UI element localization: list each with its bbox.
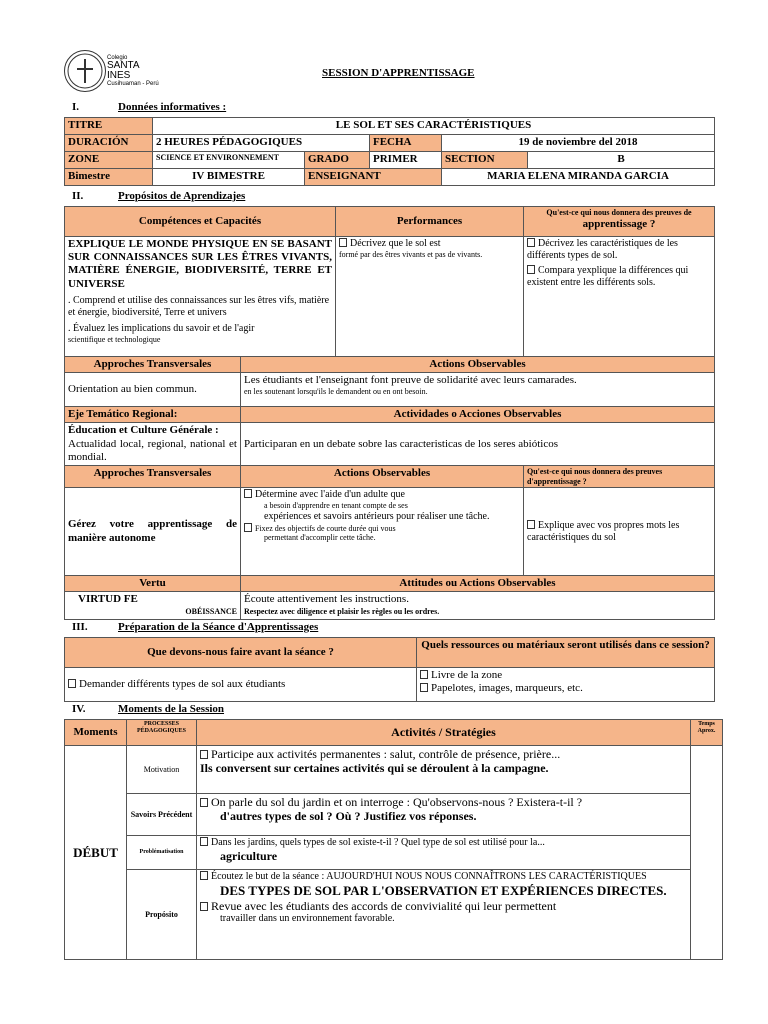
checkbox-icon bbox=[200, 837, 208, 846]
performance-item-cont: formé par des êtres vivants et pas de vivants. bbox=[339, 250, 483, 259]
activity-text: d'autres types de sol ? Où ? Justifiez vos réponses. bbox=[220, 809, 477, 824]
logo-line: INES bbox=[107, 70, 131, 81]
performances-header: Performances bbox=[336, 207, 524, 237]
activity-text: agriculture bbox=[220, 849, 278, 863]
activity-text: Ils conversent sur certaines activités qui se déroulent à la campagne. bbox=[200, 761, 549, 776]
grado-value: PRIMER bbox=[370, 152, 442, 169]
enseignant-label: ENSEIGNANT bbox=[305, 169, 442, 186]
activity-text: Écoutez le but de la séance : AUJOURD'HUI NOUS NOUS CONNAÎTRONS LES CARACTÉRISTIQUES bbox=[211, 871, 647, 882]
resource-item: Livre de la zone bbox=[431, 669, 503, 681]
evidence-cell bbox=[524, 237, 715, 357]
bimestre-value: IV BIMESTRE bbox=[153, 169, 305, 186]
fecha-value: 19 de noviembre del 2018 bbox=[442, 135, 715, 152]
proposito-activities bbox=[197, 870, 691, 960]
moments-table bbox=[64, 719, 723, 960]
section-title: Moments de la Session bbox=[118, 703, 225, 715]
activity-text: DES TYPES DE SOL PAR L'OBSERVATION ET EXPÉRIENCES DIRECTES. bbox=[220, 883, 667, 898]
checkbox-icon bbox=[68, 679, 76, 688]
motivation-activities bbox=[197, 746, 691, 794]
resources-header: Quels ressources ou matériaux seront utilisés dans ce session? bbox=[417, 638, 715, 668]
time-header: Temps Aprox. bbox=[691, 720, 723, 746]
checkbox-icon bbox=[420, 683, 428, 692]
process-savoirs: Savoirs Précédent bbox=[127, 794, 197, 836]
moments-header: Moments bbox=[65, 720, 127, 746]
duracion-value: 2 HEURES PÉDAGOGIQUES bbox=[153, 135, 370, 152]
zone-value: SCIENCE ET ENVIRONNEMENT bbox=[153, 152, 305, 169]
school-logo bbox=[64, 50, 106, 92]
checkbox-icon bbox=[244, 489, 252, 498]
prep-item: Demander différents types de sol aux étudiants bbox=[79, 677, 286, 690]
problematisation-activities bbox=[197, 836, 691, 870]
activity-text: Participe aux activités permanentes : salut, contrôle de présence, prière... bbox=[211, 747, 561, 761]
logo-line: Colegio bbox=[107, 55, 128, 61]
section-number: IV. bbox=[72, 703, 86, 715]
checkbox-icon bbox=[200, 871, 208, 880]
competences-cell bbox=[65, 237, 336, 357]
preuves-header: Qu'est-ce qui nous donnera des preuves d'apprentissage ? bbox=[524, 465, 715, 487]
debut-moment: DÉBUT bbox=[65, 746, 127, 960]
capacity-item-cont: scientifique et technologique bbox=[68, 334, 161, 344]
competences-header: Compétences et Capacités bbox=[65, 207, 336, 237]
vertu-value: OBÉISSANCE bbox=[185, 606, 237, 616]
activity-text: travailler dans un environnement favorable. bbox=[220, 912, 395, 924]
zone-label: ZONE bbox=[65, 152, 153, 169]
capacity-item: . Évaluez les implications du savoir et de l'agir bbox=[68, 322, 255, 334]
activities-header: Actividades o Acciones Observables bbox=[241, 407, 715, 423]
purpose-table bbox=[64, 206, 715, 620]
activity-text: Dans les jardins, quels types de sol existe-t-il ? Quel type de sol est utilisé pour la... bbox=[211, 837, 545, 848]
competence-main: EXPLIQUE LE MONDE PHYSIQUE EN SE BASANT SUR CONNAISSANCES SUR LES ÊTRES VIVANTS, MATIÈRE ÉNERGIE, BIODIVERSITÉ, TERRE ET UNIVERSE bbox=[68, 238, 332, 290]
eje-header: Eje Temático Regional: bbox=[65, 407, 241, 423]
processes-header: PROCESSES PÉDAGOGIQUES bbox=[127, 720, 197, 746]
titre-value: LE SOL ET SES CARACTÉRISTIQUES bbox=[153, 118, 715, 135]
evidence-item: Explique avec vos propres mots les caractéristiques du sol bbox=[527, 519, 680, 543]
activity-text: On parle du sol du jardin et on interroge : Qu'observons-nous ? Existera-t-il ? bbox=[211, 795, 583, 809]
preuves-header bbox=[524, 207, 715, 237]
logo-text bbox=[107, 55, 159, 87]
section-value: B bbox=[528, 152, 715, 169]
attitudes-cell bbox=[241, 592, 715, 620]
titre-label: TITRE bbox=[65, 118, 153, 135]
section-label: SECTION bbox=[442, 152, 528, 169]
section-number: I. bbox=[72, 101, 80, 113]
logo-line: Cusihuaman - Perú bbox=[107, 81, 159, 87]
process-proposito: Propósito bbox=[127, 870, 197, 960]
performances-cell bbox=[336, 237, 524, 357]
activities-header: Activités / Stratégies bbox=[197, 720, 691, 746]
time-cell bbox=[691, 746, 723, 960]
fecha-label: FECHA bbox=[370, 135, 442, 152]
section-number: III. bbox=[72, 621, 88, 633]
checkbox-icon bbox=[200, 798, 208, 807]
process-problematisation: Problématisation bbox=[127, 836, 197, 870]
actions-header: Actions Observables bbox=[241, 357, 715, 373]
attitude-text: Respectez avec diligence et plaisir les règles ou les ordres. bbox=[244, 606, 440, 616]
eje-cell bbox=[65, 423, 241, 466]
section-title: Données informatives : bbox=[118, 101, 227, 113]
action-text: permettant d'accomplir cette tâche. bbox=[264, 533, 376, 543]
vertu-value: VIRTUD FE bbox=[78, 593, 138, 606]
action-text: Détermine avec l'aide d'un adulte que bbox=[255, 489, 405, 501]
capacity-item: . Comprend et utilise des connaissances sur les êtres vifs, matière et énergie, biodiversité, Terre et univers bbox=[68, 294, 330, 318]
preuves-header-line: apprentissage ? bbox=[582, 217, 656, 230]
action-text: Les étudiants et l'enseignant font preuve de solidarité avec leurs camarades. bbox=[244, 374, 577, 387]
checkbox-icon bbox=[244, 523, 252, 532]
resource-item: Papelotes, images, marqueurs, etc. bbox=[431, 682, 583, 695]
page-title: SESSION D'APPRENTISSAGE bbox=[322, 67, 475, 79]
vertu-cell bbox=[65, 592, 241, 620]
checkbox-icon bbox=[420, 670, 428, 679]
checkbox-icon bbox=[200, 902, 208, 911]
savoirs-activities bbox=[197, 794, 691, 836]
logo-line: SANTA bbox=[107, 60, 140, 71]
duracion-label: DURACIÓN bbox=[65, 135, 153, 152]
actions-header: Actions Observables bbox=[241, 465, 524, 487]
checkbox-icon bbox=[527, 238, 535, 247]
prep-header: Que devons-nous faire avant la séance ? bbox=[65, 638, 417, 668]
preparation-table bbox=[64, 637, 715, 702]
evidence-cell bbox=[524, 488, 715, 576]
bimestre-label: Bimestre bbox=[65, 169, 153, 186]
checkbox-icon bbox=[527, 520, 535, 529]
checkbox-icon bbox=[527, 265, 535, 274]
actions-cell bbox=[241, 488, 524, 576]
attitudes-header: Attitudes ou Actions Observables bbox=[241, 576, 715, 592]
grado-label: GRADO bbox=[305, 152, 370, 169]
preuves-header-line: Qu'est-ce qui nous donnera des preuves de bbox=[546, 208, 692, 217]
action-text: expériences et savoirs antérieurs pour réaliser une tâche. bbox=[264, 510, 490, 522]
evidence-item: Décrivez les caractéristiques de les différents types de sol. bbox=[527, 238, 678, 261]
evidence-item: Compara yexplique la différences qui existent entre les différents sols. bbox=[527, 265, 689, 288]
info-table bbox=[64, 117, 715, 186]
process-motivation: Motivation bbox=[127, 746, 197, 794]
activity-text: Revue avec les étudiants des accords de convivialité qui leur permettent bbox=[211, 898, 557, 913]
approaches-header: Approches Transversales bbox=[65, 357, 241, 373]
actions-cell bbox=[241, 373, 715, 407]
section-number: II. bbox=[72, 190, 84, 202]
resources-cell bbox=[417, 668, 715, 702]
performance-item: Décrivez que le sol est bbox=[350, 238, 441, 249]
eje-desc: Actualidad local, regional, national et mondial. bbox=[68, 437, 237, 463]
section-title: Préparation de la Séance d'Apprentissages bbox=[118, 621, 319, 633]
approach-value: Gérez votre apprentissage de manière autonome bbox=[65, 488, 241, 576]
vertu-header: Vertu bbox=[65, 576, 241, 592]
action-text: en les soutenant lorsqu'ils le demandent ou en ont besoin. bbox=[244, 387, 428, 397]
enseignant-value: MARIA ELENA MIRANDA GARCIA bbox=[442, 169, 715, 186]
section-title: Propósitos de Aprendizajes bbox=[118, 190, 246, 202]
action-text: a besoin d'apprendre en tenant compte de ses bbox=[264, 501, 408, 511]
approach-value: Orientation au bien commun. bbox=[65, 373, 241, 407]
checkbox-icon bbox=[339, 238, 347, 247]
action-text: Fixez des objectifs de courte durée qui vous bbox=[255, 523, 396, 533]
attitude-text: Écoute attentivement les instructions. bbox=[244, 593, 409, 606]
approaches-header: Approches Transversales bbox=[65, 465, 241, 487]
prep-cell bbox=[65, 668, 417, 702]
checkbox-icon bbox=[200, 750, 208, 759]
eje-activity: Participaran en un debate sobre las caracteristicas de los seres abióticos bbox=[241, 423, 715, 466]
eje-title: Éducation et Culture Générale : bbox=[68, 424, 219, 437]
